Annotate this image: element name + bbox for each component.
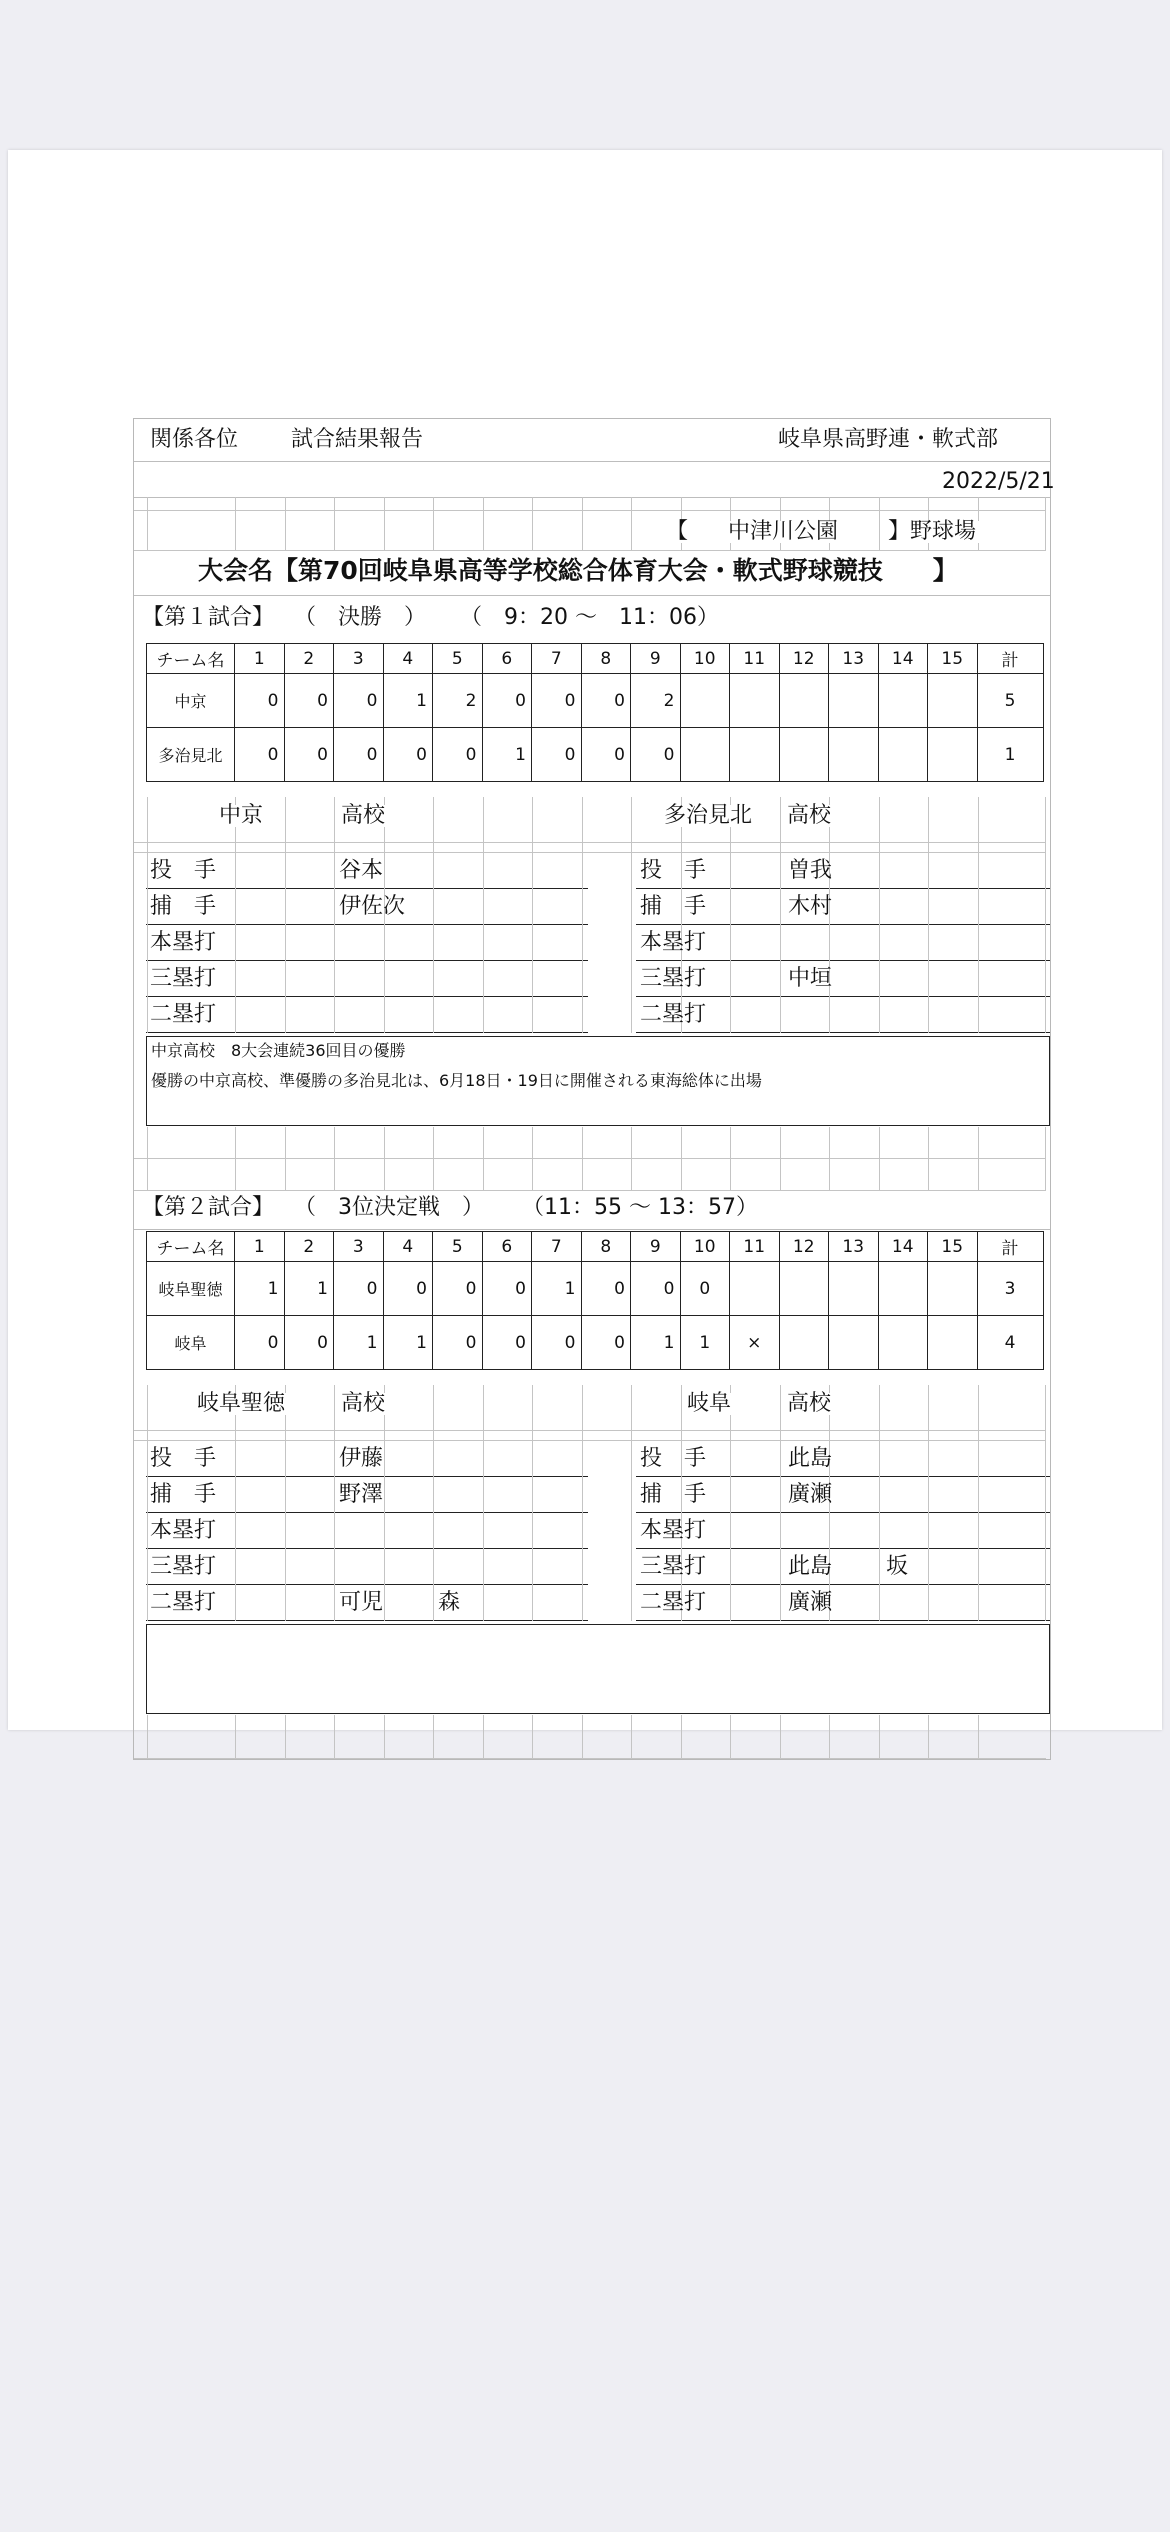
inning-header: 10 bbox=[680, 1232, 730, 1262]
role-home-run: 本塁打 bbox=[640, 1518, 707, 1543]
inning-score: 0 bbox=[581, 1316, 631, 1370]
inning-header: 5 bbox=[433, 1232, 483, 1262]
inning-score bbox=[730, 728, 780, 782]
pitcher-name: 此島 bbox=[788, 1446, 833, 1471]
inning-score bbox=[779, 1316, 829, 1370]
total-header: 計 bbox=[977, 644, 1043, 674]
inning-score bbox=[928, 1262, 978, 1316]
team-name: 中京 bbox=[147, 674, 235, 728]
inning-score bbox=[928, 674, 978, 728]
inning-score: 1 bbox=[383, 1316, 433, 1370]
role-catcher: 捕 手 bbox=[150, 894, 217, 919]
role-pitcher: 投 手 bbox=[640, 1446, 707, 1471]
inning-score bbox=[829, 728, 879, 782]
catcher-name: 伊佐次 bbox=[339, 894, 406, 919]
inning-score: 1 bbox=[334, 1316, 384, 1370]
double-name: 廣瀬 bbox=[788, 1590, 833, 1615]
inning-header: 12 bbox=[779, 1232, 829, 1262]
inning-score: 0 bbox=[235, 1316, 285, 1370]
inning-score: 0 bbox=[334, 674, 384, 728]
inning-score: 0 bbox=[532, 674, 582, 728]
inning-score: 1 bbox=[532, 1262, 582, 1316]
inning-header: 14 bbox=[878, 1232, 928, 1262]
inning-score: 2 bbox=[433, 674, 483, 728]
role-double: 二塁打 bbox=[640, 1590, 707, 1615]
inning-score: 0 bbox=[334, 1262, 384, 1316]
double-name: 森 bbox=[438, 1590, 461, 1615]
team-col-header: チーム名 bbox=[147, 1232, 235, 1262]
inning-score bbox=[878, 674, 928, 728]
inning-score bbox=[928, 1316, 978, 1370]
game1-right-suffix: 高校 bbox=[784, 805, 834, 827]
inning-score: 0 bbox=[482, 674, 532, 728]
game2-left-school: 岐阜聖徳 bbox=[194, 1393, 288, 1415]
inning-score: 0 bbox=[482, 1262, 532, 1316]
triple-name: 此島 bbox=[788, 1554, 833, 1579]
inning-score bbox=[779, 674, 829, 728]
comment-line: 優勝の中京高校、準優勝の多治見北は、6月18日・19日に開催される東海総体に出場 bbox=[151, 1071, 762, 1090]
inning-score: 0 bbox=[334, 728, 384, 782]
inning-header: 5 bbox=[433, 644, 483, 674]
inning-score: 0 bbox=[383, 728, 433, 782]
venue-open: 【 bbox=[666, 519, 689, 544]
inning-score: 0 bbox=[383, 1262, 433, 1316]
table-row bbox=[147, 728, 1044, 782]
inning-header: 6 bbox=[482, 644, 532, 674]
inning-header: 15 bbox=[928, 644, 978, 674]
inning-score: 0 bbox=[284, 674, 334, 728]
inning-score: 0 bbox=[581, 674, 631, 728]
inning-score: 2 bbox=[631, 674, 681, 728]
doc-title: 試合結果報告 bbox=[291, 427, 424, 452]
inning-score: 1 bbox=[383, 674, 433, 728]
game1-left-school: 中京 bbox=[216, 805, 266, 827]
game1-scoreboard bbox=[146, 643, 1044, 782]
role-pitcher: 投 手 bbox=[150, 858, 217, 883]
inning-score bbox=[680, 674, 730, 728]
role-pitcher: 投 手 bbox=[150, 1446, 217, 1471]
game2-label: 【第２試合】 bbox=[142, 1195, 275, 1220]
game2-scoreboard bbox=[146, 1231, 1044, 1370]
game2-right-suffix: 高校 bbox=[784, 1393, 834, 1415]
inning-score: 0 bbox=[631, 1262, 681, 1316]
inning-score: 0 bbox=[235, 728, 285, 782]
inning-score: 0 bbox=[581, 1262, 631, 1316]
venue-name: 中津川公園 bbox=[724, 521, 842, 543]
inning-score bbox=[878, 1262, 928, 1316]
inning-header: 9 bbox=[631, 1232, 681, 1262]
role-catcher: 捕 手 bbox=[640, 894, 707, 919]
inning-header: 10 bbox=[680, 644, 730, 674]
triple-name: 坂 bbox=[886, 1554, 909, 1579]
inning-score: 0 bbox=[631, 728, 681, 782]
catcher-name: 野澤 bbox=[339, 1482, 384, 1507]
inning-score: 0 bbox=[433, 1262, 483, 1316]
inning-header: 2 bbox=[284, 1232, 334, 1262]
inning-score bbox=[779, 728, 829, 782]
triple-name: 中垣 bbox=[788, 966, 833, 991]
inning-header: 8 bbox=[581, 1232, 631, 1262]
total-score: 4 bbox=[977, 1316, 1043, 1370]
result-sheet bbox=[133, 418, 1055, 1760]
inning-header: 4 bbox=[383, 644, 433, 674]
inning-header: 7 bbox=[532, 1232, 582, 1262]
role-home-run: 本塁打 bbox=[150, 930, 217, 955]
inning-score: 1 bbox=[631, 1316, 681, 1370]
inning-score bbox=[779, 1262, 829, 1316]
inning-header: 9 bbox=[631, 644, 681, 674]
inning-score: 0 bbox=[532, 1316, 582, 1370]
game2-right-school: 岐阜 bbox=[684, 1393, 734, 1415]
inning-header: 15 bbox=[928, 1232, 978, 1262]
game1-label: 【第１試合】 bbox=[142, 605, 275, 630]
table-row bbox=[147, 674, 1044, 728]
role-double: 二塁打 bbox=[150, 1590, 217, 1615]
game2-time: （11：55 〜 13：57） bbox=[522, 1195, 758, 1220]
inning-score: 0 bbox=[284, 728, 334, 782]
inning-score: 0 bbox=[284, 1316, 334, 1370]
team-name: 岐阜 bbox=[147, 1316, 235, 1370]
inning-header: 13 bbox=[829, 1232, 879, 1262]
catcher-name: 廣瀬 bbox=[788, 1482, 833, 1507]
total-score: 3 bbox=[977, 1262, 1043, 1316]
inning-score bbox=[829, 674, 879, 728]
inning-score bbox=[730, 674, 780, 728]
inning-score: 0 bbox=[433, 728, 483, 782]
comment-line: 中京高校 8大会連続36回目の優勝 bbox=[151, 1041, 406, 1060]
role-catcher: 捕 手 bbox=[150, 1482, 217, 1507]
inning-header: 1 bbox=[235, 1232, 285, 1262]
role-pitcher: 投 手 bbox=[640, 858, 707, 883]
inning-score: 0 bbox=[433, 1316, 483, 1370]
inning-score bbox=[680, 728, 730, 782]
venue-suffix: 】野球場 bbox=[884, 521, 980, 543]
team-name: 多治見北 bbox=[147, 728, 235, 782]
inning-score: 0 bbox=[482, 1316, 532, 1370]
inning-score: 1 bbox=[680, 1316, 730, 1370]
inning-header: 6 bbox=[482, 1232, 532, 1262]
role-catcher: 捕 手 bbox=[640, 1482, 707, 1507]
organization: 岐阜県高野連・軟式部 bbox=[778, 427, 999, 452]
document-page bbox=[8, 150, 1162, 1730]
role-triple: 三塁打 bbox=[150, 1554, 217, 1579]
role-double: 二塁打 bbox=[150, 1002, 217, 1027]
role-triple: 三塁打 bbox=[150, 966, 217, 991]
inning-score bbox=[878, 1316, 928, 1370]
inning-header: 14 bbox=[878, 644, 928, 674]
game1-round: （ 決勝 ） bbox=[294, 605, 427, 630]
catcher-name: 木村 bbox=[788, 894, 833, 919]
game2-left-suffix: 高校 bbox=[338, 1393, 388, 1415]
inning-score bbox=[878, 728, 928, 782]
game1-comment-box bbox=[146, 1036, 1050, 1126]
inning-header: 3 bbox=[334, 644, 384, 674]
total-score: 1 bbox=[977, 728, 1043, 782]
pitcher-name: 谷本 bbox=[339, 858, 384, 883]
pitcher-name: 曽我 bbox=[788, 858, 833, 883]
inning-header: 8 bbox=[581, 644, 631, 674]
total-score: 5 bbox=[977, 674, 1043, 728]
inning-score: 1 bbox=[284, 1262, 334, 1316]
game1-time: （ 9：20 〜 11：06） bbox=[460, 605, 719, 630]
game1-left-suffix: 高校 bbox=[338, 805, 388, 827]
inning-score bbox=[928, 728, 978, 782]
report-date: 2022/5/21 bbox=[942, 469, 1055, 494]
inning-header: 7 bbox=[532, 644, 582, 674]
role-triple: 三塁打 bbox=[640, 1554, 707, 1579]
inning-score: 1 bbox=[235, 1262, 285, 1316]
inning-score bbox=[730, 1262, 780, 1316]
inning-score: 1 bbox=[482, 728, 532, 782]
inning-score: 0 bbox=[680, 1262, 730, 1316]
role-home-run: 本塁打 bbox=[150, 1518, 217, 1543]
inning-header: 1 bbox=[235, 644, 285, 674]
inning-score: 0 bbox=[235, 674, 285, 728]
inning-score: 0 bbox=[532, 728, 582, 782]
role-home-run: 本塁打 bbox=[640, 930, 707, 955]
game2-comment-box bbox=[146, 1624, 1050, 1714]
inning-score bbox=[829, 1262, 879, 1316]
tournament-title: 大会名【第70回岐阜県高等学校総合体育大会・軟式野球競技 】 bbox=[198, 556, 958, 585]
inning-header: 3 bbox=[334, 1232, 384, 1262]
inning-score: × bbox=[730, 1316, 780, 1370]
team-name: 岐阜聖徳 bbox=[147, 1262, 235, 1316]
game1-right-school: 多治見北 bbox=[661, 805, 755, 827]
team-col-header: チーム名 bbox=[147, 644, 235, 674]
table-row bbox=[147, 1262, 1044, 1316]
total-header: 計 bbox=[977, 1232, 1043, 1262]
inning-score: 0 bbox=[581, 728, 631, 782]
game2-round: （ 3位決定戦 ） bbox=[294, 1195, 484, 1220]
inning-header: 13 bbox=[829, 644, 879, 674]
inning-header: 12 bbox=[779, 644, 829, 674]
inning-header: 4 bbox=[383, 1232, 433, 1262]
addressee: 関係各位 bbox=[150, 427, 239, 452]
inning-header: 11 bbox=[730, 1232, 780, 1262]
double-name: 可児 bbox=[339, 1590, 384, 1615]
inning-score bbox=[829, 1316, 879, 1370]
role-double: 二塁打 bbox=[640, 1002, 707, 1027]
table-row bbox=[147, 1316, 1044, 1370]
role-triple: 三塁打 bbox=[640, 966, 707, 991]
inning-header: 11 bbox=[730, 644, 780, 674]
pitcher-name: 伊藤 bbox=[339, 1446, 384, 1471]
inning-header: 2 bbox=[284, 644, 334, 674]
